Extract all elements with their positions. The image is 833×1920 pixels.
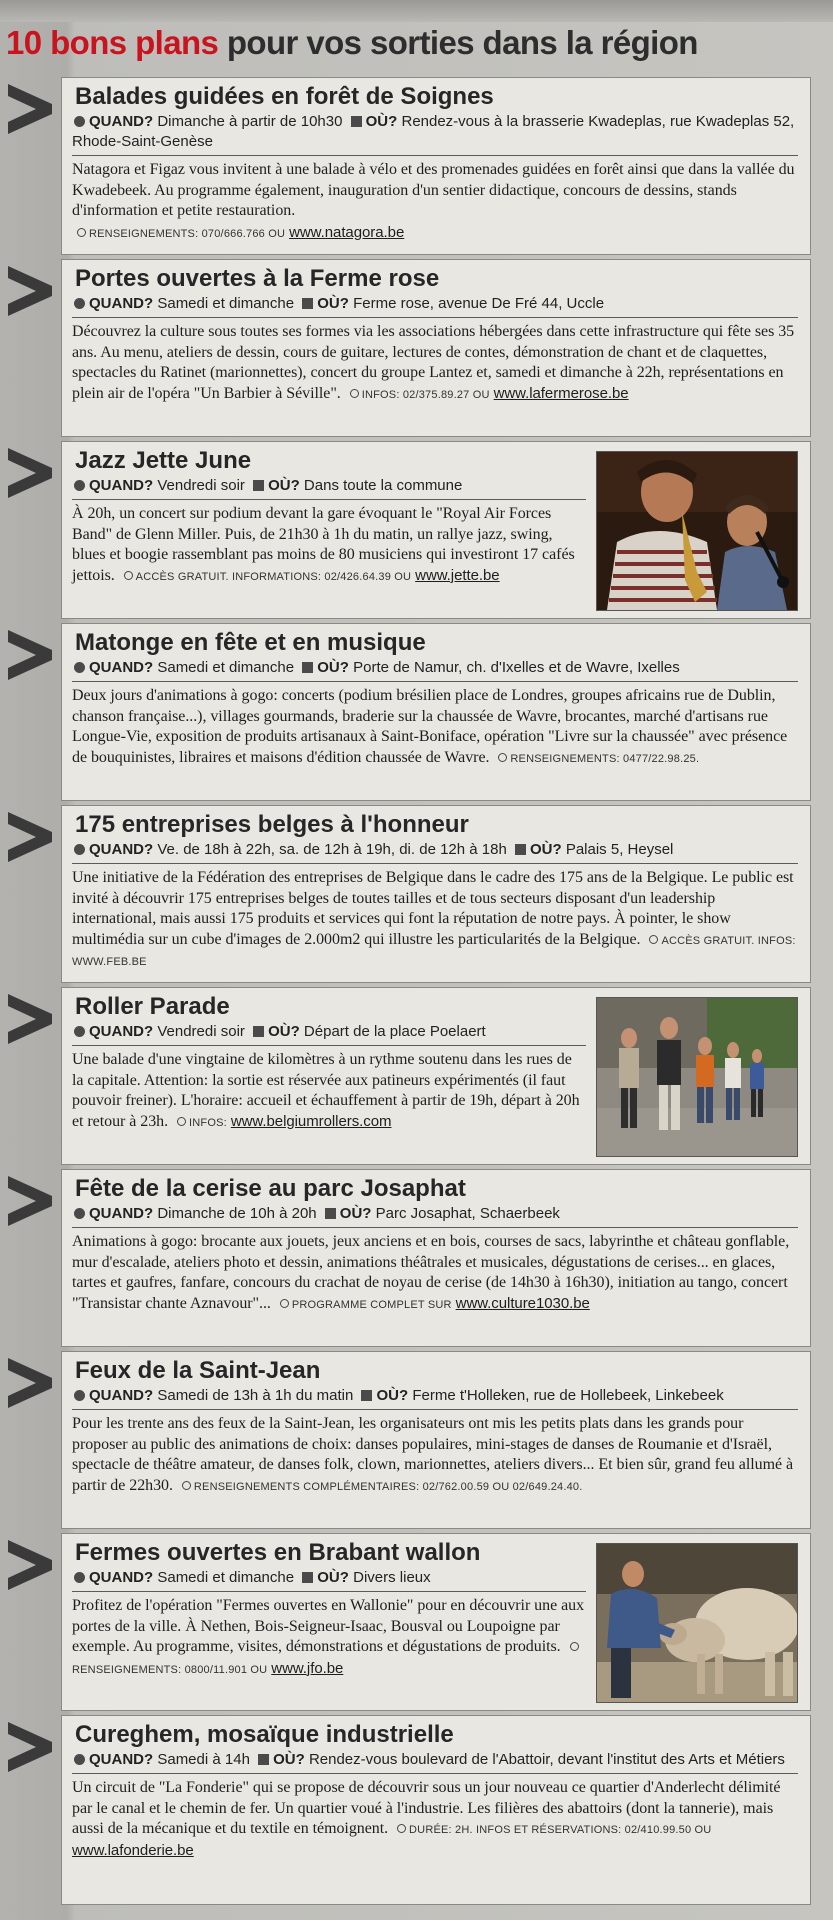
info-icon — [77, 228, 86, 237]
item-title: Jazz Jette June — [75, 447, 252, 474]
item-info: INFOS: — [189, 1116, 227, 1129]
item-description: À 20h, un concert sur podium devant la gare évoquant le "Royal Air Forces Band" de Glenn Miller. Puis, de 21h30 à 1h du matin, un rallye jazz, swing, blues et boogie rassemblant pas moins de 80 musiciens qui investiront 17 cafés jettois. — [72, 505, 575, 584]
item-title: Cureghem, mosaïque industrielle — [75, 1721, 454, 1748]
where-label: OÙ? — [317, 1569, 349, 1586]
when-value: Samedi à 14h — [157, 1751, 250, 1768]
item-body — [72, 1050, 586, 1133]
item-body — [72, 1414, 798, 1497]
outing-item — [0, 1715, 833, 1905]
where-label: OÙ? — [268, 1023, 300, 1040]
item-title: Matonge en fête et en musique — [75, 629, 426, 656]
item-link[interactable]: www.natagora.be — [289, 223, 405, 241]
info-icon — [397, 1824, 406, 1833]
item-link[interactable]: www.belgiumrollers.com — [230, 1112, 392, 1130]
where-value: Ferme t'Holleken, rue de Hollebeek, Linkebeek — [412, 1387, 724, 1404]
square-icon — [302, 298, 313, 309]
info-icon — [350, 389, 359, 398]
item-meta — [72, 1386, 798, 1410]
item-link[interactable]: www.lafonderie.be — [72, 1841, 194, 1859]
item-description: Profitez de l'opération "Fermes ouvertes en Wallonie" pour en découvrir une aux portes de la ville. À Nethen, Bois-Seigneur-Isaac, Bousval ou Loupoigne par exemple. Au programme, visites, démonstrations et dégustations de produits. — [72, 1597, 585, 1655]
where-value: Divers lieux — [353, 1569, 431, 1586]
item-description: Découvrez la culture sous toutes ses formes via les associations hébergées dans cette infrastructure qui fête ses 35 ans. Au menu, ateliers de dessin, cours de guitare, lectures de contes, démonstration de chant et de claquettes, spectacles du Ratinet (marionnettes), concert du groupe Lantez et, samedi et dimanche à 22h, représentations en plein air de l'opéra "Un Barbier à Séville". — [72, 323, 795, 402]
item-box — [61, 259, 811, 437]
chevron-right-icon — [6, 82, 54, 136]
item-box — [61, 1715, 811, 1905]
item-description: Une balade d'une vingtaine de kilomètres à un rythme soutenu dans les rues de la capitale. Attention: la sortie est réservée aux patineurs expérimentés (il faut pouvoir freiner). L'horaire: accueil et échauffement à partir de 19h, départ à 20h et retour à 23h. — [72, 1051, 580, 1130]
square-icon — [325, 1208, 336, 1219]
dot-icon — [74, 480, 85, 491]
when-label: QUAND? — [89, 1751, 154, 1768]
dot-icon — [74, 116, 85, 127]
headline-highlight: 10 bons plans — [6, 24, 219, 61]
chevron-right-icon — [6, 1174, 54, 1228]
outing-item — [0, 805, 833, 983]
item-description: Deux jours d'animations à gogo: concerts (podium brésilien place de Londres, groupes africains rue de Dublin, chanson française...), villages gourmands, braderie sur la chaussée de Wavre, brocantes, marché d'artisans rue Longue-Vie, exposition de produits artisanaux à Saint-Boniface, opération "Livre sur la chaussée" avec présence de bouquinistes, libraires et maisons d'édition chaussée de Wavre. — [72, 687, 788, 766]
item-title: Fête de la cerise au parc Josaphat — [75, 1175, 466, 1202]
where-label: OÙ? — [268, 477, 300, 494]
item-title: Fermes ouvertes en Brabant wallon — [75, 1539, 481, 1566]
square-icon — [253, 1026, 264, 1037]
dot-icon — [74, 1754, 85, 1765]
dot-icon — [74, 1572, 85, 1583]
dot-icon — [74, 662, 85, 673]
chevron-right-icon — [6, 446, 54, 500]
item-box — [61, 77, 811, 255]
square-icon — [515, 844, 526, 855]
item-meta — [72, 294, 798, 318]
jazz-photo — [596, 451, 798, 611]
square-icon — [361, 1390, 372, 1401]
dot-icon — [74, 1208, 85, 1219]
item-info: DURÉE: 2H. INFOS ET RÉSERVATIONS: 02/410.99.50 OU — [409, 1824, 712, 1836]
item-info: RENSEIGNEMENTS: 0477/22.98.25. — [510, 752, 700, 765]
chevron-right-icon — [6, 1538, 54, 1592]
dot-icon — [74, 298, 85, 309]
where-label: OÙ? — [273, 1751, 305, 1768]
item-box — [61, 1351, 811, 1529]
dot-icon — [74, 1390, 85, 1401]
item-body — [72, 160, 798, 244]
where-value: Départ de la place Poelaert — [303, 1023, 486, 1040]
info-icon — [182, 1481, 191, 1490]
info-icon — [280, 1299, 289, 1308]
item-body — [72, 868, 798, 973]
item-meta — [72, 1568, 586, 1592]
item-meta — [72, 1204, 798, 1228]
info-icon — [124, 571, 133, 580]
item-meta — [72, 658, 798, 682]
item-box — [61, 1169, 811, 1347]
item-info: INFOS: 02/375.89.27 OU — [361, 388, 490, 401]
item-info: RENSEIGNEMENTS: 070/666.766 OU — [89, 227, 286, 240]
item-info: RENSEIGNEMENTS COMPLÉMENTAIRES: 02/762.00.59 OU 02/649.24.40. — [193, 1480, 583, 1493]
when-value: Vendredi soir — [157, 1023, 245, 1040]
where-label: OÙ? — [365, 113, 398, 130]
when-value: Ve. de 18h à 22h, sa. de 12h à 19h, di. de 12h à 18h — [157, 841, 507, 858]
item-title: Portes ouvertes à la Ferme rose — [75, 265, 440, 292]
square-icon — [258, 1754, 269, 1765]
when-label: QUAND? — [89, 477, 154, 494]
when-value: Samedi et dimanche — [157, 659, 295, 676]
outing-item — [0, 1169, 833, 1347]
item-body — [72, 686, 798, 769]
outing-item — [0, 77, 833, 255]
chevron-right-icon — [6, 810, 54, 864]
page-headline — [0, 22, 833, 64]
where-label: OÙ? — [317, 295, 349, 312]
item-meta — [72, 476, 586, 500]
item-link[interactable]: www.lafermerose.be — [493, 384, 629, 402]
outing-item — [0, 259, 833, 437]
item-description: Une initiative de la Fédération des entreprises de Belgique dans le cadre des 175 ans de la Belgique. Le public est invité à découvrir 175 entreprises belges de toutes tailles et de tous secteurs disposant d'un leadership international, mais aussi 175 produits et services qui font la réputation de notre pays. À pointer, le show multimédia sur un cube d'images de 2.000m2 qui illustre les particularités de la Belgique. — [72, 869, 794, 948]
where-label: OÙ? — [376, 1387, 409, 1404]
item-description: Natagora et Figaz vous invitent à une balade à vélo et des promenades guidées en forêt ainsi que dans la vallée du Kwadebeek. Au programme également, inauguration d'un sentier didactique, concours de dessins, stands d'information et petite restauration. — [72, 161, 795, 219]
item-title: Balades guidées en forêt de Soignes — [75, 83, 494, 110]
where-value: Porte de Namur, ch. d'Ixelles et de Wavre, Ixelles — [353, 659, 680, 676]
when-label: QUAND? — [89, 659, 154, 676]
item-meta — [72, 840, 798, 864]
when-value: Dimanche à partir de 10h30 — [157, 113, 343, 130]
when-label: QUAND? — [89, 841, 154, 858]
chevron-right-icon — [6, 628, 54, 682]
when-value: Vendredi soir — [157, 477, 245, 494]
item-title: 175 entreprises belges à l'honneur — [75, 811, 469, 838]
item-body — [72, 504, 586, 587]
when-value: Samedi de 13h à 1h du matin — [157, 1387, 354, 1404]
chevron-right-icon — [6, 1720, 54, 1774]
outing-item — [0, 623, 833, 801]
where-label: OÙ? — [317, 659, 349, 676]
info-icon — [649, 935, 658, 944]
item-description: Animations à gogo: brocante aux jouets, jeux anciens et en bois, courses de sacs, labyrinthe et château gonflable, mur d'escalade, ateliers photo et dessin, animations théâtrales et musicales, dégustations de cerises... en glaces, tartes et gaufres, fanfare, concours du crachat de noyau de cerise (de 14h30 à 16h30), initiation au tango, concert "Transistar chante Aznavour"... — [72, 1233, 790, 1312]
item-title: Feux de la Saint-Jean — [75, 1357, 321, 1384]
where-value: Dans toute la commune — [303, 477, 463, 494]
square-icon — [302, 662, 313, 673]
item-body — [72, 1232, 798, 1315]
outing-item — [0, 987, 833, 1165]
item-title: Roller Parade — [75, 993, 230, 1020]
roller-photo — [596, 997, 798, 1157]
item-box — [61, 1533, 811, 1711]
item-meta — [72, 1022, 586, 1046]
where-value: Palais 5, Heysel — [565, 841, 674, 858]
where-value: Parc Josaphat, Schaerbeek — [375, 1205, 560, 1222]
square-icon — [302, 1572, 313, 1583]
item-link[interactable]: www.jette.be — [415, 566, 500, 584]
chevron-right-icon — [6, 264, 54, 318]
info-icon — [570, 1642, 579, 1651]
where-label: OÙ? — [339, 1205, 372, 1222]
when-value: Dimanche de 10h à 20h — [157, 1205, 317, 1222]
square-icon — [253, 480, 264, 491]
when-label: QUAND? — [89, 1023, 154, 1040]
previous-page-strip — [0, 0, 833, 22]
item-body — [72, 1778, 798, 1861]
chevron-right-icon — [6, 1356, 54, 1410]
outing-item — [0, 1533, 833, 1711]
item-info: ACCÈS GRATUIT. INFORMATIONS: 02/426.64.39 OU — [135, 570, 412, 583]
farm-photo — [596, 1543, 798, 1703]
when-label: QUAND? — [89, 295, 154, 312]
when-value: Samedi et dimanche — [157, 1569, 295, 1586]
item-description: Pour les trente ans des feux de la Saint-Jean, les organisateurs ont mis les petits plats dans les grands pour proposer au public des animations de choix: danses populaires, mini-stages de danses de Roumanie et d'Israël, spectacle de théâtre amateur, de danses folk, clown, marionnettes, ateliers divers... Et bien sûr, grand feu allumé à partir de 22h30. — [72, 1415, 794, 1494]
item-body — [72, 322, 798, 405]
where-label: OÙ? — [529, 841, 562, 858]
where-value: Rendez-vous boulevard de l'Abattoir, devant l'institut des Arts et Métiers — [308, 1751, 785, 1768]
item-box — [61, 623, 811, 801]
when-label: QUAND? — [89, 113, 154, 130]
item-meta — [72, 112, 798, 156]
chevron-right-icon — [6, 992, 54, 1046]
where-value: Ferme rose, avenue De Fré 44, Uccle — [353, 295, 605, 312]
when-label: QUAND? — [89, 1205, 154, 1222]
when-label: QUAND? — [89, 1569, 154, 1586]
item-description: Un circuit de "La Fonderie" qui se propose de découvrir sous un jour nouveau ce quartier d'Anderlecht délimité par le canal et le chemin de fer. Un quartier voué à l'industrie. Les filières des abattoirs (dont la tannerie), mais aussi de la mécanique et du textile en témoignent. — [72, 1779, 781, 1837]
info-icon — [498, 753, 507, 762]
item-link[interactable]: www.culture1030.be — [455, 1294, 590, 1312]
dot-icon — [74, 844, 85, 855]
when-value: Samedi et dimanche — [157, 295, 295, 312]
item-info: PROGRAMME COMPLET SUR — [291, 1298, 452, 1311]
info-icon — [177, 1117, 186, 1126]
square-icon — [351, 116, 362, 127]
item-box — [61, 805, 811, 983]
item-info: ACCÈS GRATUIT. INFOS: WWW.FEB.BE — [72, 934, 796, 968]
headline-rest: pour vos sorties dans la région — [226, 24, 698, 61]
item-box — [61, 987, 811, 1165]
when-label: QUAND? — [89, 1387, 154, 1404]
item-info: RENSEIGNEMENTS: 0800/11.901 OU — [72, 1663, 268, 1676]
outing-item — [0, 1351, 833, 1529]
item-body — [72, 1596, 586, 1680]
item-link[interactable]: www.jfo.be — [271, 1659, 344, 1677]
dot-icon — [74, 1026, 85, 1037]
item-box — [61, 441, 811, 619]
outing-item — [0, 441, 833, 619]
item-meta — [72, 1750, 798, 1774]
where-value: Rendez-vous à la brasserie Kwadeplas, rue Kwadeplas 52, Rhode-Saint-Genèse — [72, 113, 795, 150]
